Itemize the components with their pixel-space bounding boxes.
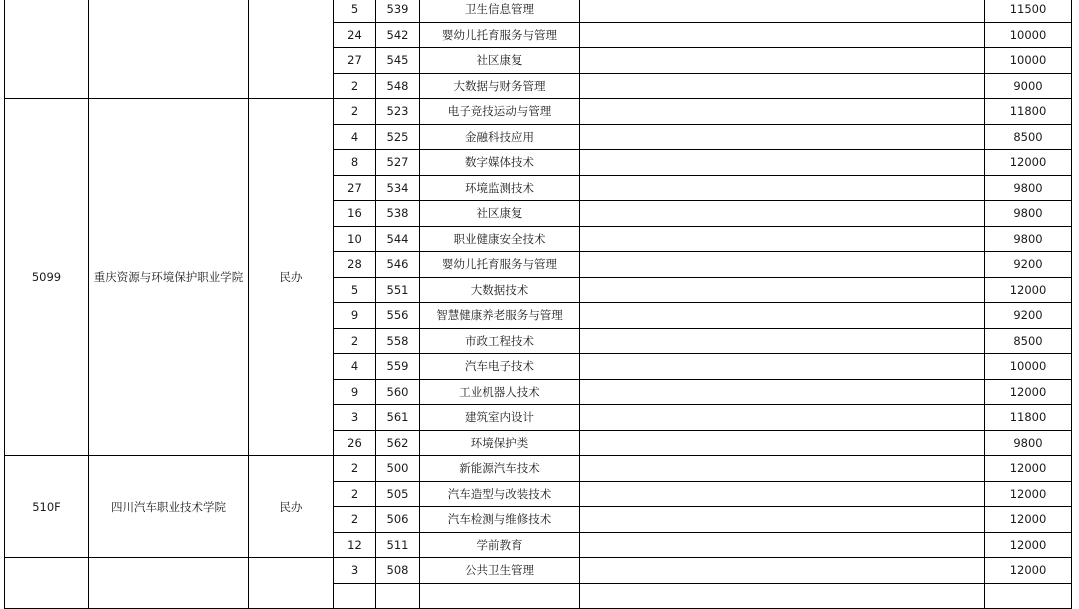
major-code-cell: 546 bbox=[376, 252, 420, 278]
tuition-cell: 9200 bbox=[985, 303, 1072, 329]
major-code-cell: 548 bbox=[376, 73, 420, 99]
major-code-cell: 545 bbox=[376, 48, 420, 74]
tuition-cell: 9000 bbox=[985, 73, 1072, 99]
major-name-cell bbox=[420, 583, 580, 609]
note-cell bbox=[580, 150, 985, 176]
tuition-cell: 12000 bbox=[985, 558, 1072, 584]
major-name-cell: 婴幼儿托育服务与管理 bbox=[420, 22, 580, 48]
major-code-cell: 556 bbox=[376, 303, 420, 329]
major-name-cell: 卫生信息管理 bbox=[420, 0, 580, 22]
note-cell bbox=[580, 303, 985, 329]
tuition-cell: 9800 bbox=[985, 201, 1072, 227]
note-cell bbox=[580, 532, 985, 558]
tuition-cell: 9800 bbox=[985, 175, 1072, 201]
tuition-cell: 12000 bbox=[985, 507, 1072, 533]
note-cell bbox=[580, 124, 985, 150]
plan-count-cell: 26 bbox=[334, 430, 376, 456]
table-row bbox=[5, 456, 1072, 482]
major-name-cell: 大数据与财务管理 bbox=[420, 73, 580, 99]
table-row bbox=[5, 558, 1072, 584]
tuition-cell: 10000 bbox=[985, 354, 1072, 380]
school-name-cell bbox=[89, 558, 249, 609]
plan-count-cell: 28 bbox=[334, 252, 376, 278]
tuition-cell: 9800 bbox=[985, 226, 1072, 252]
tuition-cell: 12000 bbox=[985, 150, 1072, 176]
school-type-cell: 民办 bbox=[249, 99, 334, 456]
major-name-cell: 智慧健康养老服务与管理 bbox=[420, 303, 580, 329]
major-name-cell: 职业健康安全技术 bbox=[420, 226, 580, 252]
plan-count-cell: 10 bbox=[334, 226, 376, 252]
tuition-cell: 12000 bbox=[985, 379, 1072, 405]
plan-count-cell: 24 bbox=[334, 22, 376, 48]
major-name-cell: 建筑室内设计 bbox=[420, 405, 580, 431]
tuition-cell: 10000 bbox=[985, 22, 1072, 48]
major-name-cell: 汽车电子技术 bbox=[420, 354, 580, 380]
tuition-cell: 12000 bbox=[985, 481, 1072, 507]
plan-count-cell: 4 bbox=[334, 124, 376, 150]
tuition-cell: 11800 bbox=[985, 99, 1072, 125]
plan-count-cell: 27 bbox=[334, 175, 376, 201]
note-cell bbox=[580, 252, 985, 278]
table-body bbox=[5, 0, 1072, 609]
major-code-cell: 558 bbox=[376, 328, 420, 354]
tuition-cell: 9200 bbox=[985, 252, 1072, 278]
tuition-cell: 12000 bbox=[985, 456, 1072, 482]
note-cell bbox=[580, 430, 985, 456]
tuition-cell: 12000 bbox=[985, 277, 1072, 303]
table-row bbox=[5, 99, 1072, 125]
school-code-cell: 5099 bbox=[5, 99, 89, 456]
tuition-cell: 11800 bbox=[985, 405, 1072, 431]
major-name-cell: 金融科技应用 bbox=[420, 124, 580, 150]
major-code-cell: 561 bbox=[376, 405, 420, 431]
plan-count-cell: 2 bbox=[334, 99, 376, 125]
school-name-cell: 四川汽车职业技术学院 bbox=[89, 456, 249, 558]
plan-count-cell: 4 bbox=[334, 354, 376, 380]
school-code-cell bbox=[5, 558, 89, 609]
major-code-cell: 538 bbox=[376, 201, 420, 227]
major-name-cell: 数字媒体技术 bbox=[420, 150, 580, 176]
major-code-cell bbox=[376, 583, 420, 609]
major-code-cell: 508 bbox=[376, 558, 420, 584]
major-name-cell: 婴幼儿托育服务与管理 bbox=[420, 252, 580, 278]
note-cell bbox=[580, 22, 985, 48]
plan-count-cell: 12 bbox=[334, 532, 376, 558]
major-code-cell: 542 bbox=[376, 22, 420, 48]
plan-count-cell: 2 bbox=[334, 507, 376, 533]
note-cell bbox=[580, 456, 985, 482]
note-cell bbox=[580, 354, 985, 380]
note-cell bbox=[580, 0, 985, 22]
note-cell bbox=[580, 201, 985, 227]
major-name-cell: 汽车检测与维修技术 bbox=[420, 507, 580, 533]
note-cell bbox=[580, 328, 985, 354]
major-code-cell: 505 bbox=[376, 481, 420, 507]
tuition-cell: 8500 bbox=[985, 328, 1072, 354]
tuition-cell: 8500 bbox=[985, 124, 1072, 150]
major-name-cell: 公共卫生管理 bbox=[420, 558, 580, 584]
school-type-cell bbox=[249, 0, 334, 99]
plan-count-cell: 2 bbox=[334, 481, 376, 507]
major-code-cell: 562 bbox=[376, 430, 420, 456]
major-code-cell: 511 bbox=[376, 532, 420, 558]
major-code-cell: 525 bbox=[376, 124, 420, 150]
plan-count-cell: 8 bbox=[334, 150, 376, 176]
major-code-cell: 559 bbox=[376, 354, 420, 380]
major-code-cell: 560 bbox=[376, 379, 420, 405]
note-cell bbox=[580, 481, 985, 507]
plan-count-cell: 3 bbox=[334, 558, 376, 584]
school-code-cell: 510F bbox=[5, 456, 89, 558]
major-code-cell: 523 bbox=[376, 99, 420, 125]
school-type-cell: 民办 bbox=[249, 456, 334, 558]
major-name-cell: 环境监测技术 bbox=[420, 175, 580, 201]
major-name-cell: 社区康复 bbox=[420, 48, 580, 74]
tuition-cell: 11500 bbox=[985, 0, 1072, 22]
plan-count-cell: 27 bbox=[334, 48, 376, 74]
major-code-cell: 539 bbox=[376, 0, 420, 22]
plan-count-cell: 3 bbox=[334, 405, 376, 431]
plan-count-cell: 9 bbox=[334, 303, 376, 329]
major-name-cell: 新能源汽车技术 bbox=[420, 456, 580, 482]
plan-count-cell: 2 bbox=[334, 73, 376, 99]
note-cell bbox=[580, 277, 985, 303]
note-cell bbox=[580, 48, 985, 74]
major-code-cell: 534 bbox=[376, 175, 420, 201]
note-cell bbox=[580, 226, 985, 252]
major-name-cell: 汽车造型与改装技术 bbox=[420, 481, 580, 507]
plan-count-cell: 5 bbox=[334, 0, 376, 22]
major-code-cell: 500 bbox=[376, 456, 420, 482]
major-name-cell: 环境保护类 bbox=[420, 430, 580, 456]
major-name-cell: 学前教育 bbox=[420, 532, 580, 558]
plan-count-cell bbox=[334, 583, 376, 609]
note-cell bbox=[580, 73, 985, 99]
major-name-cell: 工业机器人技术 bbox=[420, 379, 580, 405]
tuition-cell bbox=[985, 583, 1072, 609]
plan-count-cell: 16 bbox=[334, 201, 376, 227]
table-row bbox=[5, 0, 1072, 22]
enrollment-table bbox=[4, 0, 1072, 609]
note-cell bbox=[580, 558, 985, 584]
major-code-cell: 506 bbox=[376, 507, 420, 533]
school-name-cell bbox=[89, 0, 249, 99]
major-name-cell: 社区康复 bbox=[420, 201, 580, 227]
school-name-cell: 重庆资源与环境保护职业学院 bbox=[89, 99, 249, 456]
note-cell bbox=[580, 175, 985, 201]
note-cell bbox=[580, 507, 985, 533]
school-code-cell bbox=[5, 0, 89, 99]
school-type-cell bbox=[249, 558, 334, 609]
note-cell bbox=[580, 405, 985, 431]
plan-count-cell: 5 bbox=[334, 277, 376, 303]
major-code-cell: 544 bbox=[376, 226, 420, 252]
major-name-cell: 电子竞技运动与管理 bbox=[420, 99, 580, 125]
note-cell bbox=[580, 99, 985, 125]
note-cell bbox=[580, 379, 985, 405]
tuition-cell: 9800 bbox=[985, 430, 1072, 456]
tuition-cell: 12000 bbox=[985, 532, 1072, 558]
plan-count-cell: 2 bbox=[334, 456, 376, 482]
major-code-cell: 551 bbox=[376, 277, 420, 303]
plan-count-cell: 2 bbox=[334, 328, 376, 354]
tuition-cell: 10000 bbox=[985, 48, 1072, 74]
major-code-cell: 527 bbox=[376, 150, 420, 176]
plan-count-cell: 9 bbox=[334, 379, 376, 405]
major-name-cell: 市政工程技术 bbox=[420, 328, 580, 354]
major-name-cell: 大数据技术 bbox=[420, 277, 580, 303]
note-cell bbox=[580, 583, 985, 609]
